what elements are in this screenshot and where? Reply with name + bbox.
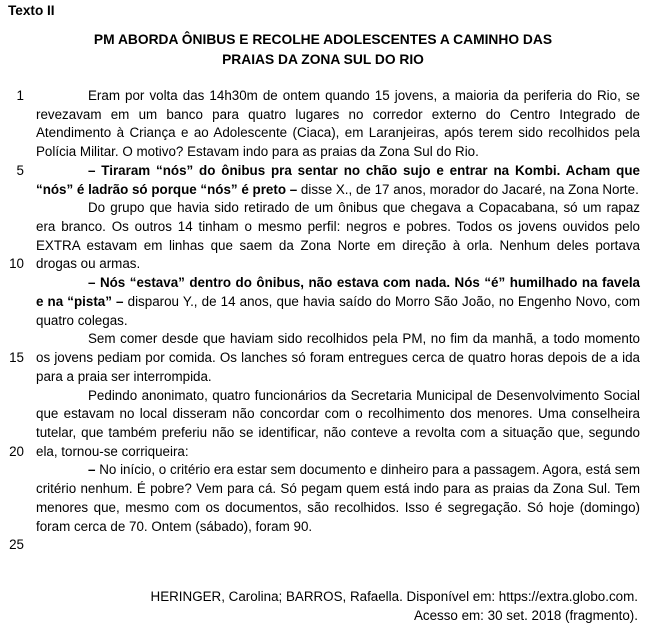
line-number-5: 5 [16, 163, 24, 178]
article-title-line-1: PM ABORDA ÔNIBUS E RECOLHE ADOLESCENTES A CAMINHO DAS [93, 32, 553, 47]
article-title [0, 30, 646, 69]
paragraph-7 [36, 461, 640, 536]
paragraph-7-quote: No início, o critério era estar sem documento e dinheiro para a passagem. Agora, está sem critério nenhum. É pobre? Vem para cá. Só pegam quem está indo para as praias da Zona Sul. Tem menores que, mesmo com os documentos, são recolhidos. Isso é segregação. Só hoje (domingo) foram cerca de 70. Ontem (sábado), foram 90. [36, 462, 640, 534]
citation-line-1: HERINGER, Carolina; BARROS, Rafaella. Disponível em: https://extra.globo.com. [150, 589, 638, 604]
source-citation [0, 588, 638, 625]
paragraph-4 [36, 274, 640, 330]
paragraph-6-text: Pedindo anonimato, quatro funcionários da Secretaria Municipal de Desenvolvimento Social que estavam no local disseram não concordar com o recolhimento dos menores. Uma conselheira tutelar, que também preferiu não se identificar, não conteve a revolta com a situação que, segundo ela, tornou-se corriqueira: [36, 387, 640, 459]
text-section-label: Texto II [8, 3, 55, 18]
citation-line-2: Acesso em: 30 set. 2018 (fragmento). [413, 607, 638, 623]
paragraph-7-dash: – [88, 462, 100, 478]
paragraph-3-text: Do grupo que havia sido retirado de um ônibus que chegava a Copacabana, só um rapaz era branco. Os outros 14 tinham o mesmo perfil: negros e pobres. Todos os jovens ouvidos pelo EXTRA estavam em linhas que saem da Zona Norte em direção à orla. Nenhum deles portava drogas ou armas. [36, 200, 640, 272]
paragraph-3 [36, 199, 640, 274]
paragraph-1 [36, 87, 640, 162]
paragraph-1-text: Eram por volta das 14h30m de ontem quando 15 jovens, a maioria da periferia do Rio, se revezavam em um banco para quatro lugares no corredor externo do Centro Integrado de Atendimento à Criança e ao Adolescente (Ciaca), em Laranjeiras, após terem sido recolhidos pela Polícia Militar. O motivo? Estavam indo para as praias da Zona Sul do Rio. [36, 88, 640, 160]
line-number-20: 20 [9, 444, 24, 459]
line-number-10: 10 [9, 256, 24, 271]
text-column [36, 87, 640, 536]
paragraph-5-text: Sem comer desde que haviam sido recolhidos pela PM, no fim da manhã, a todo momento os jovens pediam por comida. Os lanches só foram entregues cerca de quatro horas depois de a ida para a praia ser interrompida. [36, 331, 640, 384]
paragraph-5 [36, 330, 640, 386]
article-title-line-2: PRAIAS DA ZONA SUL DO RIO [222, 51, 424, 67]
paragraph-4-quote: – Nós “estava” dentro do ônibus, não estava com nada. Nós “é” humilhado na favela e na “pista” – [36, 275, 640, 309]
line-number-1: 1 [16, 88, 24, 103]
line-number-gutter [0, 87, 26, 577]
line-number-15: 15 [9, 350, 24, 365]
paragraph-2 [36, 162, 640, 199]
article-body [0, 87, 646, 552]
paragraph-4-attribution: disparou Y., de 14 anos, que havia saído do Morro São João, no Engenho Novo, com quatro colegas. [36, 293, 640, 328]
paragraph-6 [36, 387, 640, 462]
paragraph-2-quote: – Tiraram “nós” do ônibus pra sentar no chão sujo e entrar na Kombi. Acham que “nós” é ladrão só porque “nós” é preto – [36, 162, 640, 197]
line-number-25: 25 [9, 537, 24, 552]
paragraph-2-attribution: disse X., de 17 anos, morador do Jacaré, na Zona Norte. [300, 181, 639, 197]
